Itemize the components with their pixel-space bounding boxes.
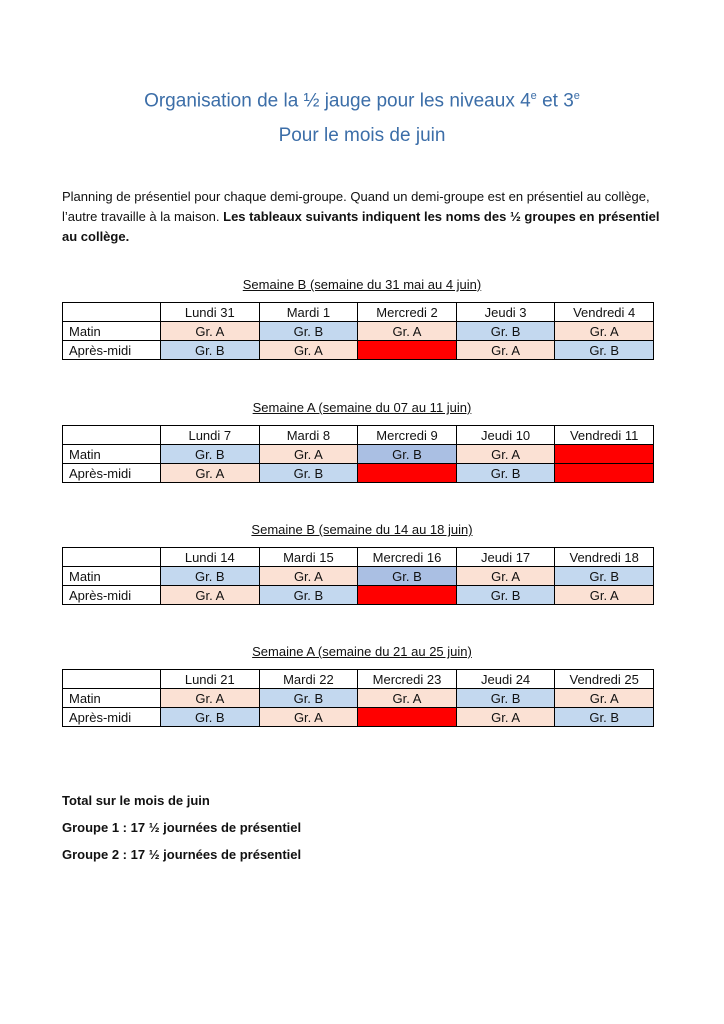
summary-group-2: Groupe 2 : 17 ½ journées de présentiel xyxy=(62,847,302,862)
corner-cell xyxy=(63,426,161,445)
group-cell: Gr. A xyxy=(456,567,555,586)
group-cell: Gr. B xyxy=(456,322,555,341)
table-header-row xyxy=(63,548,654,567)
day-header: Mercredi 9 xyxy=(358,426,457,445)
group-cell: Gr. A xyxy=(259,708,358,727)
schedule-table xyxy=(62,669,654,727)
page-subtitle: Pour le mois de juin xyxy=(278,125,446,146)
table-header-row xyxy=(63,303,654,322)
day-header: Jeudi 17 xyxy=(456,548,555,567)
table-row xyxy=(63,708,654,727)
group-cell: Gr. A xyxy=(161,586,260,605)
summary-heading: Total sur le mois de juin xyxy=(62,793,210,808)
group-cell: Gr. B xyxy=(456,464,555,483)
table-header-row xyxy=(63,426,654,445)
table-row xyxy=(63,464,654,483)
group-cell: Gr. A xyxy=(161,689,260,708)
group-cell xyxy=(358,341,457,360)
group-cell: Gr. A xyxy=(259,341,358,360)
group-cell: Gr. B xyxy=(555,708,654,727)
table-row xyxy=(63,689,654,708)
day-header: Mercredi 23 xyxy=(358,670,457,689)
day-header: Vendredi 4 xyxy=(555,303,654,322)
group-cell: Gr. A xyxy=(555,322,654,341)
intro-text: Planning de présentiel pour chaque demi-groupe. Quand un demi-groupe est en présentiel au collège, l’autre travaille à la maison. xyxy=(62,189,650,224)
group-cell: Gr. B xyxy=(161,567,260,586)
corner-cell xyxy=(63,303,161,322)
day-header: Mercredi 2 xyxy=(358,303,457,322)
group-cell: Gr. B xyxy=(161,341,260,360)
row-label: Après-midi xyxy=(63,586,161,605)
table-row xyxy=(63,341,654,360)
corner-cell xyxy=(63,548,161,567)
row-label: Après-midi xyxy=(63,464,161,483)
day-header: Mardi 15 xyxy=(259,548,358,567)
day-header: Vendredi 18 xyxy=(555,548,654,567)
group-cell: Gr. B xyxy=(555,341,654,360)
week-caption: Semaine A (semaine du 07 au 11 juin) xyxy=(252,400,472,415)
group-cell: Gr. B xyxy=(259,586,358,605)
intro-bold-text: Les tableaux suivants indiquent les noms des ½ groupes en présentiel au collège xyxy=(62,209,660,244)
title-text: et 3 xyxy=(536,90,574,112)
group-cell: Gr. A xyxy=(161,322,260,341)
day-header: Lundi 21 xyxy=(161,670,260,689)
week-caption: Semaine B (semaine du 14 au 18 juin) xyxy=(251,522,473,537)
page-title xyxy=(0,90,724,112)
group-cell: Gr. A xyxy=(555,586,654,605)
day-header: Mardi 22 xyxy=(259,670,358,689)
table-row xyxy=(63,567,654,586)
table-row xyxy=(63,445,654,464)
row-label: Après-midi xyxy=(63,341,161,360)
group-cell xyxy=(358,586,457,605)
day-header: Vendredi 11 xyxy=(555,426,654,445)
day-header: Jeudi 10 xyxy=(456,426,555,445)
group-cell: Gr. B xyxy=(259,689,358,708)
title-superscript: e xyxy=(573,90,580,102)
group-cell: Gr. A xyxy=(456,445,555,464)
corner-cell xyxy=(63,670,161,689)
group-cell: Gr. B xyxy=(161,445,260,464)
day-header: Mercredi 16 xyxy=(358,548,457,567)
schedule-table xyxy=(62,302,654,360)
group-cell: Gr. A xyxy=(555,689,654,708)
table-header-row xyxy=(63,670,654,689)
row-label: Matin xyxy=(63,445,161,464)
group-cell xyxy=(555,464,654,483)
intro-paragraph xyxy=(62,187,662,247)
week-caption: Semaine B (semaine du 31 mai au 4 juin) xyxy=(242,277,482,292)
group-cell: Gr. B xyxy=(555,567,654,586)
schedule-table xyxy=(62,547,654,605)
week-caption: Semaine A (semaine du 21 au 25 juin) xyxy=(252,644,472,659)
title-text: Organisation de la ½ jauge pour les niveaux 4 xyxy=(144,90,531,112)
title-superscript: e xyxy=(530,90,537,102)
group-cell: Gr. B xyxy=(456,586,555,605)
schedule-table xyxy=(62,425,654,483)
group-cell: Gr. A xyxy=(358,689,457,708)
group-cell: Gr. B xyxy=(358,567,457,586)
day-header: Jeudi 24 xyxy=(456,670,555,689)
group-cell xyxy=(358,464,457,483)
group-cell xyxy=(358,708,457,727)
day-header: Mardi 1 xyxy=(259,303,358,322)
summary-group-1: Groupe 1 : 17 ½ journées de présentiel xyxy=(62,820,302,835)
group-cell: Gr. A xyxy=(358,322,457,341)
group-cell xyxy=(555,445,654,464)
row-label: Matin xyxy=(63,322,161,341)
table-row xyxy=(63,586,654,605)
group-cell: Gr. B xyxy=(259,322,358,341)
group-cell: Gr. A xyxy=(259,567,358,586)
day-header: Jeudi 3 xyxy=(456,303,555,322)
row-label: Matin xyxy=(63,567,161,586)
group-cell: Gr. B xyxy=(161,708,260,727)
group-cell: Gr. B xyxy=(259,464,358,483)
group-cell: Gr. A xyxy=(161,464,260,483)
table-row xyxy=(63,322,654,341)
day-header: Lundi 14 xyxy=(161,548,260,567)
group-cell: Gr. B xyxy=(358,445,457,464)
group-cell: Gr. B xyxy=(456,689,555,708)
group-cell: Gr. A xyxy=(259,445,358,464)
intro-end: . xyxy=(125,229,130,244)
group-cell: Gr. A xyxy=(456,708,555,727)
row-label: Après-midi xyxy=(63,708,161,727)
group-cell: Gr. A xyxy=(456,341,555,360)
day-header: Mardi 8 xyxy=(259,426,358,445)
day-header: Lundi 31 xyxy=(161,303,260,322)
day-header: Vendredi 25 xyxy=(555,670,654,689)
day-header: Lundi 7 xyxy=(161,426,260,445)
row-label: Matin xyxy=(63,689,161,708)
